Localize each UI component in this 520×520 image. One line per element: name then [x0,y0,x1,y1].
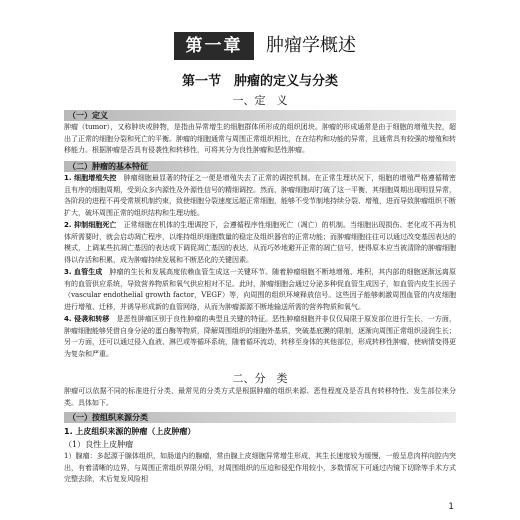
paragraph-definition: 肿瘤（tumor），又称肿块或肿物，是指由异常增生的细胞群体所形成的组织团块。肿瘤的形成通常是由于细胞的增殖失控，超出了正常的细胞分裂和死亡的平衡。肿瘤的细胞通常与周围正常组织相比，在在结构和功能的异常，且通常具有较强的增殖和转移能力。根据肿瘤是否具有侵袭性和转移性，可将其分为良性肿瘤和恶性肿瘤。 [64,123,456,155]
text-apoptosis: 正常细胞在机体的生理调控下，会遵循程序性细胞死亡（凋亡）的机制。当细胞出现损伤、老化或不再为机体所需要时，就会启动凋亡程序，以维持组织细胞数量的稳定及组织器官的正常功能；而肿瘤细胞往往可以通过改变基因表达的模式，上调某些抗凋亡基因的表达或下调促凋亡基因的表达，从而巧妙地避开正常的凋亡信号，使得原本应当被清除的肿瘤细胞得以存活和积累，成为肿瘤持续发展和不断恶化的关键因素。 [64,221,457,264]
heading-epithelial: 1. 上皮组织来源的肿瘤（上皮肿瘤） [64,427,196,436]
paragraph-proliferation [64,173,456,219]
part-definition-title: 一、定 义 [232,94,288,107]
heading-bar-features: （二）肿瘤的基本特征 [64,161,456,172]
chapter-title: 肿瘤学概述 [266,35,356,56]
lead-angiogenesis: 3. 血管生成 [64,268,103,276]
paragraph-adenoma: 1）腺瘤：多起源于腺体组织，如肠道内的腺瘤，常由腺上皮细胞异常增生形成，其生长速度较为缓慢，一般呈息肉样向腔内突出，有着清晰的边界，与周围正常组织界限分明，对周围组织的压迫和侵犯作用较小，多数情况下可通过内镜下切除等手术方式完整去除，术后复发风险相 [64,452,456,484]
part-classification-title: 二、分 类 [232,372,288,385]
lead-invasion: 4. 侵袭和转移 [64,315,110,323]
text-invasion: 是恶性肿瘤区别于良性肿瘤的典型且关键的特征。恶性肿瘤细胞并非仅仅局限于原发部位进行生长，一方面，肿瘤细胞能够凭借自身分泌的蛋白酶等物质，降解周围组织的细胞外基质，突破基底膜的限制，逐渐向周围正常组织浸润生长；另一方面，还可以通过侵入血液、淋巴或等循环系统，随着循环流动，转移至身体的其他部位，形成转移性肿瘤，使病情变得更为复杂和严重。 [64,315,457,358]
chapter-banner [174,30,394,62]
lead-apoptosis: 2. 抑制细胞死亡 [64,221,117,229]
lead-proliferation: 1. 细胞增殖失控 [64,174,117,182]
page-number: 1 [448,502,454,512]
paragraph-angiogenesis [64,267,456,313]
text-angiogenesis: 肿瘤的生长和发展高度依赖血管生成这一关键环节。随着肿瘤细胞不断地增殖、堆积，其内部的细胞逐渐远离原有的血管供应系统，导致营养物质和氧气供应相对不足。此时，肿瘤细胞会通过分泌多种促血管生成因子，如血管内皮生长因子（vascular endothelial growth factor，VEGF）等，向周围的组织环境释放信号。这些因子能够刺激周围血管的内皮细胞进行增殖、迁移，并诱导形成新的血管网络，从而为肿瘤源源不断地输送所需的营养物质和氧气。 [64,268,457,311]
heading-benign: （1）良性上皮肿瘤 [64,440,134,449]
paragraph-apoptosis [64,220,456,266]
document-page [64,30,456,512]
heading-bar-tissue-origin: （一）按组织来源分类 [64,412,456,423]
paragraph-invasion [64,314,456,360]
section-title: 第一节 肿瘤的定义与分类 [181,74,338,89]
heading-bar-definition: （一）定义 [64,110,456,121]
text-proliferation: 肿瘤细胞最显著的特征之一便是增殖失去了正常的调控机制。在正常生理状况下，细胞的增殖严格遵循精密且有序的细胞周期，受到众多内源性及外源性信号的精细调控。然而，肿瘤细胞却打破了这一平衡，其细胞周期出现明显异常，各阶段的进程不再受常规机制约束，致使细胞分裂速度远超正常细胞，能够不受节制地持续分裂、增殖，进而导致肿瘤组织不断扩大，破坏周围正常的组织结构和生理功能。 [64,174,457,217]
paragraph-classification: 肿瘤可以依据不同的标准进行分类，最常见的分类方式是根据肿瘤的组织来源、恶性程度及是否具有转移特性、发生部位来分类。具体如下。 [64,387,456,407]
chapter-label: 第一章 [174,32,254,60]
